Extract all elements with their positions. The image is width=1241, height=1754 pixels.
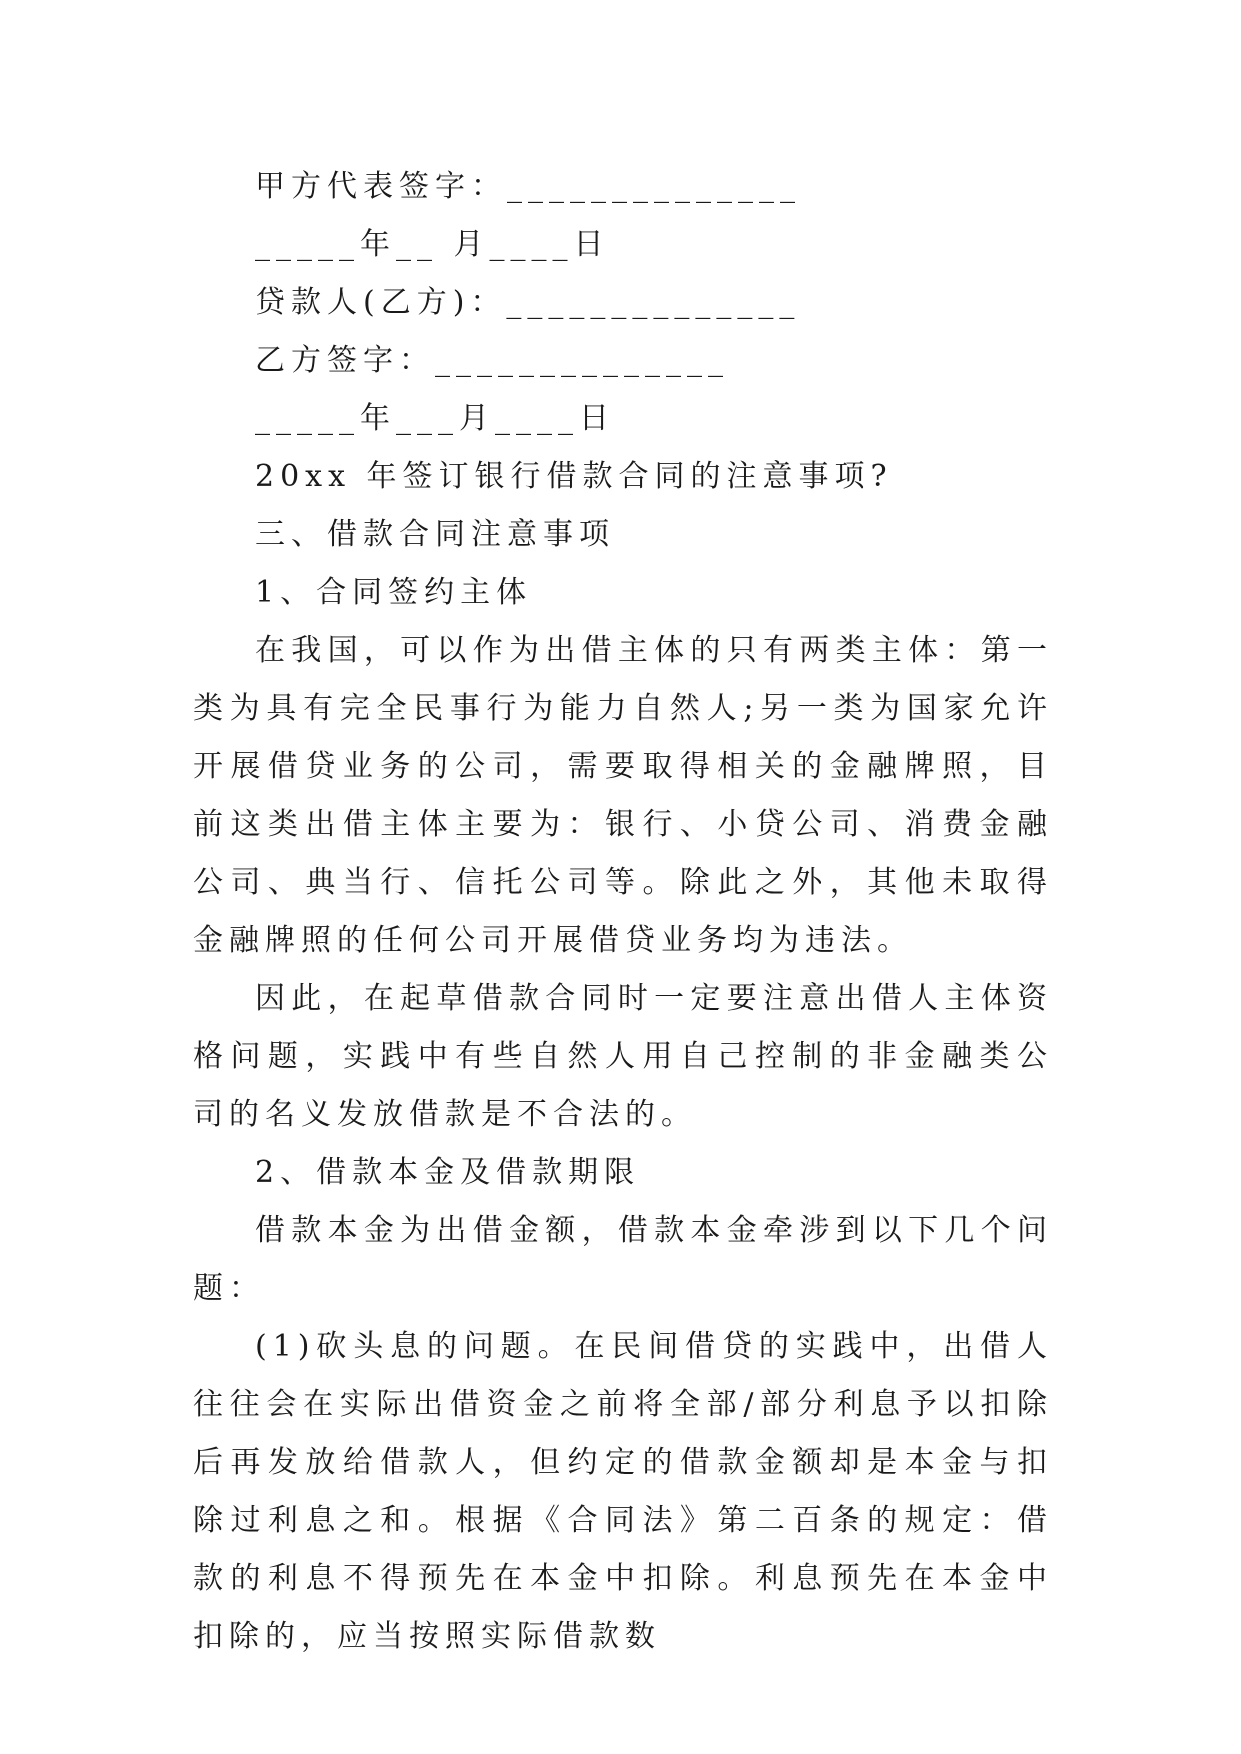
date-line-1: _____年__ 月____日 [255, 227, 610, 262]
item-2-paragraph-1: 借款本金为出借金额，借款本金牵涉到以下几个问题： [193, 1213, 1053, 1306]
date-line-2: _____年___月____日 [255, 401, 615, 436]
item-2-title: 2、借款本金及借款期限 [255, 1155, 641, 1190]
section-3-title: 三、借款合同注意事项 [255, 517, 615, 552]
party-b-signature-line: 乙方签字：______________ [255, 343, 729, 378]
item-1-paragraph-2: 因此，在起草借款合同时一定要注意出借人主体资格问题，实践中有些自然人用自己控制的非金融类公司的名义发放借款是不合法的。 [193, 981, 1053, 1132]
document-body [193, 158, 1053, 1666]
party-a-representative-signature-line: 甲方代表签字：______________ [255, 169, 801, 204]
heading-question: 20xx 年签订银行借款合同的注意事项? [255, 459, 893, 494]
item-1-paragraph-1: 在我国，可以作为出借主体的只有两类主体：第一类为具有完全民事行为能力自然人;另一类为国家允许开展借贷业务的公司，需要取得相关的金融牌照，目前这类出借主体主要为：银行、小贷公司、消费金融公司、典当行、信托公司等。除此之外，其他未取得金融牌照的任何公司开展借贷业务均为违法。 [193, 633, 1053, 958]
item-2-paragraph-2: (1)砍头息的问题。在民间借贷的实践中，出借人往往会在实际出借资金之前将全部/部分利息予以扣除后再发放给借款人，但约定的借款金额却是本金与扣除过利息之和。根据《合同法》第二百条的规定：借款的利息不得预先在本金中扣除。利息预先在本金中扣除的，应当按照实际借款数 [193, 1329, 1053, 1654]
lender-party-b-line: 贷款人(乙方)：______________ [255, 285, 801, 320]
item-1-title: 1、合同签约主体 [255, 575, 533, 610]
